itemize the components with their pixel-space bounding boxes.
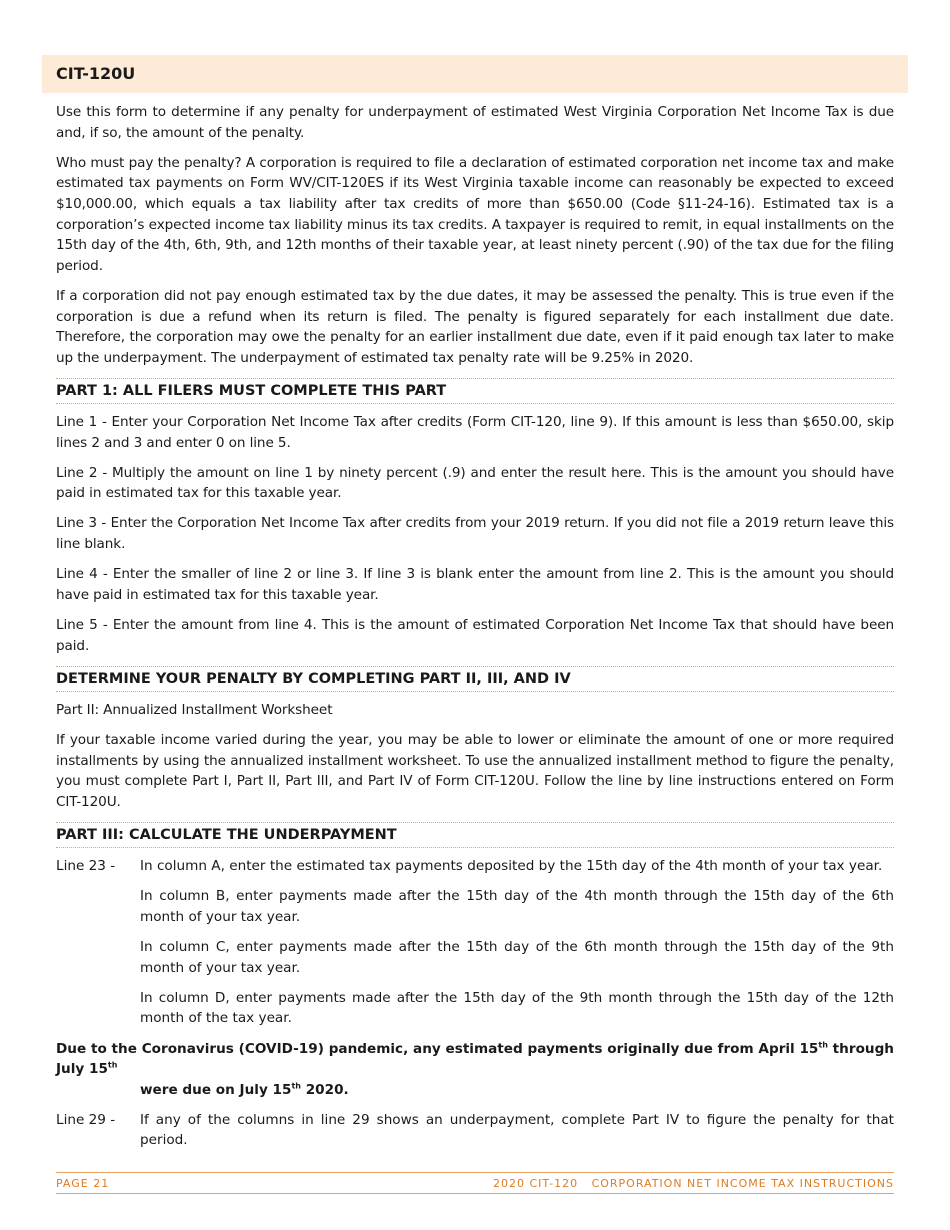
line23-column-c: In column C, enter payments made after the 15th day of the 6th month through the 15th day of the 9th month of your tax year. bbox=[140, 938, 894, 976]
who-must-pay-paragraph: Who must pay the penalty? A corporation is required to file a declaration of estimated corporation net income tax and make estimated tax payments on Form WV/CIT-120ES if its West Virginia taxable income can reasonably be expected to exceed $10,000.00, which equals a tax liability after tax credits of more than $650.00 (Code §11-24-16). Estimated tax is a corporation’s expected income tax liability minus its tax credits. A taxpayer is required to remit, in equal installments on the 15th day of the 4th, 6th, 9th, and 12th months of their taxable year, at least ninety percent (.90) of the tax due for the filing period. bbox=[56, 154, 894, 274]
line29-label: Line 29 - bbox=[56, 1111, 116, 1128]
covid-continuation bbox=[56, 1080, 894, 1101]
line29-instruction bbox=[56, 1110, 894, 1151]
line23-label: Line 23 - bbox=[56, 857, 116, 874]
page-number: PAGE 21 bbox=[56, 1176, 110, 1190]
line23-column-b: In column B, enter payments made after the 15th day of the 4th month through the 15th day of the 6th month of your tax year. bbox=[140, 888, 894, 925]
line23-instruction bbox=[56, 856, 894, 877]
line23-column-a: In column A, enter the estimated tax payments deposited by the 15th day of the 4th month of your tax year. bbox=[140, 857, 883, 874]
intro-paragraph: Use this form to determine if any penalty for underpayment of estimated West Virginia Corporation Net Income Tax is due and, if so, the amount of the penalty. bbox=[56, 104, 894, 141]
covid-text-c: were due on July 15 bbox=[140, 1081, 292, 1098]
line4-instruction: Line 4 - Enter the smaller of line 2 or line 3. If line 3 is blank enter the amount from line 2. This is the amount you should have paid in estimated tax for this taxable year. bbox=[56, 566, 894, 603]
part2-subheading: Part II: Annualized Installment Worksheet bbox=[56, 701, 333, 718]
covid-note bbox=[56, 1039, 894, 1101]
penalty-paragraph: If a corporation did not pay enough estimated tax by the due dates, it may be assessed the penalty. This is true even if the corporation is due a refund when its return is filed. The penalty is figured separately for each installment due date. Therefore, the corporation may owe the penalty for an earlier installment due date, even if it paid enough tax later to make up the underpayment. The underpayment of estimated tax penalty rate will be 9.25% in 2020. bbox=[56, 287, 894, 366]
annualized-paragraph: If your taxable income varied during the year, you may be able to lower or eliminate the amount of one or more required installments by using the annualized installment worksheet. To use the annualized installment method to figure the penalty, you must complete Part I, Part II, Part III, and Part IV of Form CIT-120U. Follow the line by line instructions entered on Form CIT-120U. bbox=[56, 732, 894, 810]
line5-instruction: Line 5 - Enter the amount from line 4. This is the amount of estimated Corporation Net Income Tax that should have been paid. bbox=[56, 617, 894, 654]
covid-text-b: through July 15 bbox=[56, 1040, 894, 1078]
footer-title: 2020 CIT-120 CORPORATION NET INCOME TAX INSTRUCTIONS bbox=[492, 1176, 894, 1190]
covid-text-a: Due to the Coronavirus (COVID-19) pandemic, any estimated payments originally due from April 15 bbox=[56, 1040, 819, 1057]
line23-column-d: In column D, enter payments made after the 15th day of the 9th month through the 15th day of the 12th month of the tax year. bbox=[140, 989, 894, 1027]
part3-heading: PART III: CALCULATE THE UNDERPAYMENT bbox=[56, 822, 894, 848]
content bbox=[56, 102, 894, 1161]
page-footer bbox=[56, 1172, 894, 1194]
line2-instruction: Line 2 - Multiply the amount on line 1 by ninety percent (.9) and enter the result here. This is the amount you should have paid in estimated tax for this taxable year. bbox=[56, 464, 894, 502]
penalty-heading: DETERMINE YOUR PENALTY BY COMPLETING PART II, III, AND IV bbox=[56, 666, 894, 692]
line3-instruction: Line 3 - Enter the Corporation Net Income Tax after credits from your 2019 return. If you did not file a 2019 return leave this line blank. bbox=[56, 515, 894, 553]
covid-sup-1: th bbox=[818, 1039, 828, 1049]
line29-text: If any of the columns in line 29 shows an underpayment, complete Part IV to figure the penalty for that period. bbox=[140, 1111, 894, 1149]
part1-heading: PART 1: ALL FILERS MUST COMPLETE THIS PART bbox=[56, 378, 894, 404]
covid-sup-2: th bbox=[107, 1060, 118, 1070]
line1-instruction: Line 1 - Enter your Corporation Net Income Tax after credits (Form CIT-120, line 9). If this amount is less than $650.00, skip lines 2 and 3 and enter 0 on line 5. bbox=[56, 413, 894, 451]
form-title: CIT-120U bbox=[42, 55, 908, 93]
covid-text-d: 2020. bbox=[300, 1081, 349, 1098]
covid-sup-3: th bbox=[291, 1081, 301, 1091]
